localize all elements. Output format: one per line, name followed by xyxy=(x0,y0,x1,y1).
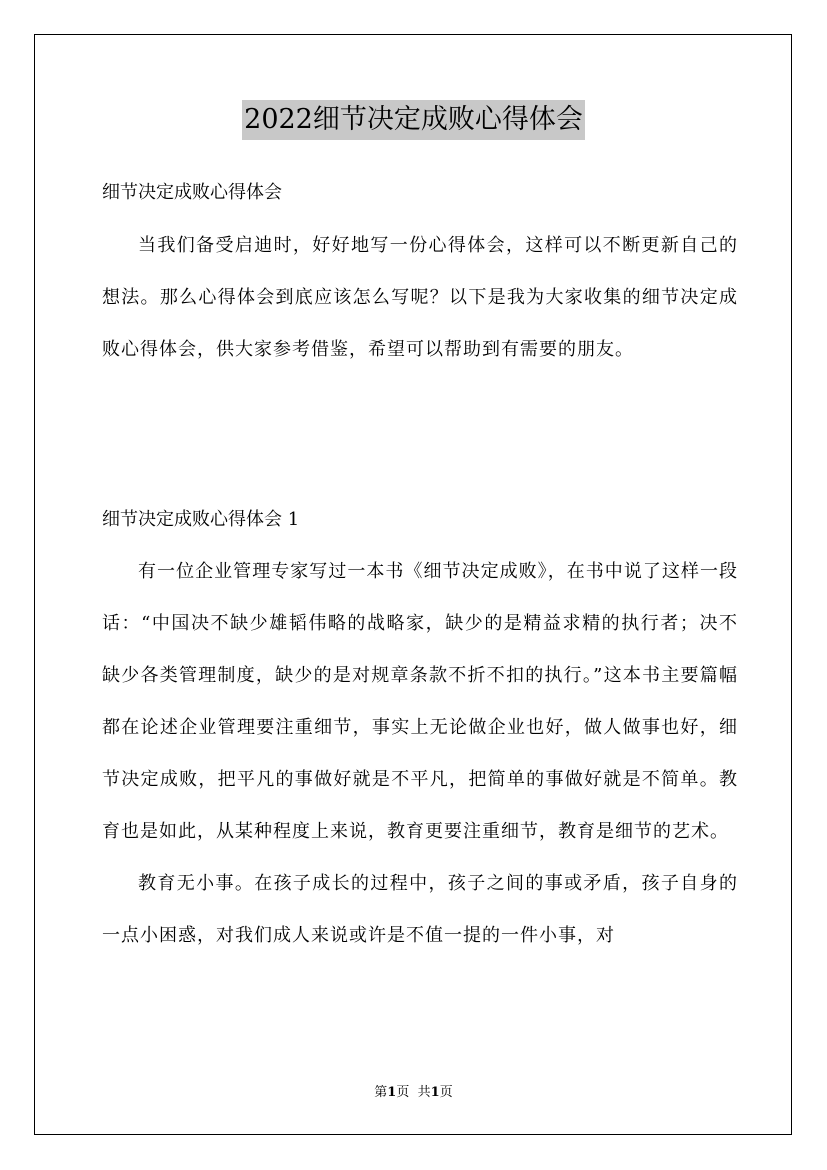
intro-section xyxy=(102,220,738,376)
page-suffix: 页 xyxy=(396,1085,410,1100)
title-container xyxy=(0,100,827,140)
page-total-number: 1 xyxy=(430,1085,440,1100)
intro-paragraph: 当我们备受启迪时，好好地写一份心得体会，这样可以不断更新自己的想法。那么心得体会到底应该怎么写呢？以下是我为大家收集的细节决定成败心得体会，供大家参考借鉴，希望可以帮助到有需要的朋友。 xyxy=(102,235,738,360)
page-current-number: 1 xyxy=(387,1085,397,1100)
total-prefix: 共 xyxy=(417,1085,431,1100)
intro-heading: 细节决定成败心得体会 xyxy=(102,182,282,203)
page-footer xyxy=(0,1081,827,1100)
document-title: 2022细节决定成败心得体会 xyxy=(242,100,585,140)
page-prefix: 第 xyxy=(374,1085,388,1100)
section-1-heading: 细节决定成败心得体会 1 xyxy=(102,509,300,530)
total-suffix: 页 xyxy=(439,1085,453,1100)
section-1-paragraph-2: 教育无小事。在孩子成长的过程中，孩子之间的事或矛盾，孩子自身的一点小困惑，对我们成人来说或许是不值一提的一件小事，对 xyxy=(102,873,738,946)
section-1-body xyxy=(102,546,738,962)
section-1-paragraph-1: 有一位企业管理专家写过一本书《细节决定成败》，在书中说了这样一段话：“中国决不缺少雄韬伟略的战略家，缺少的是精益求精的执行者；决不缺少各类管理制度，缺少的是对规章条款不折不扣的执行。”这本书主要篇幅都在论述企业管理要注重细节，事实上无论做企业也好，做人做事也好，细节决定成败，把平凡的事做好就是不平凡，把简单的事做好就是不简单。教育也是如此，从某种程度上来说，教育更要注重细节，教育是细节的艺术。 xyxy=(102,561,738,842)
